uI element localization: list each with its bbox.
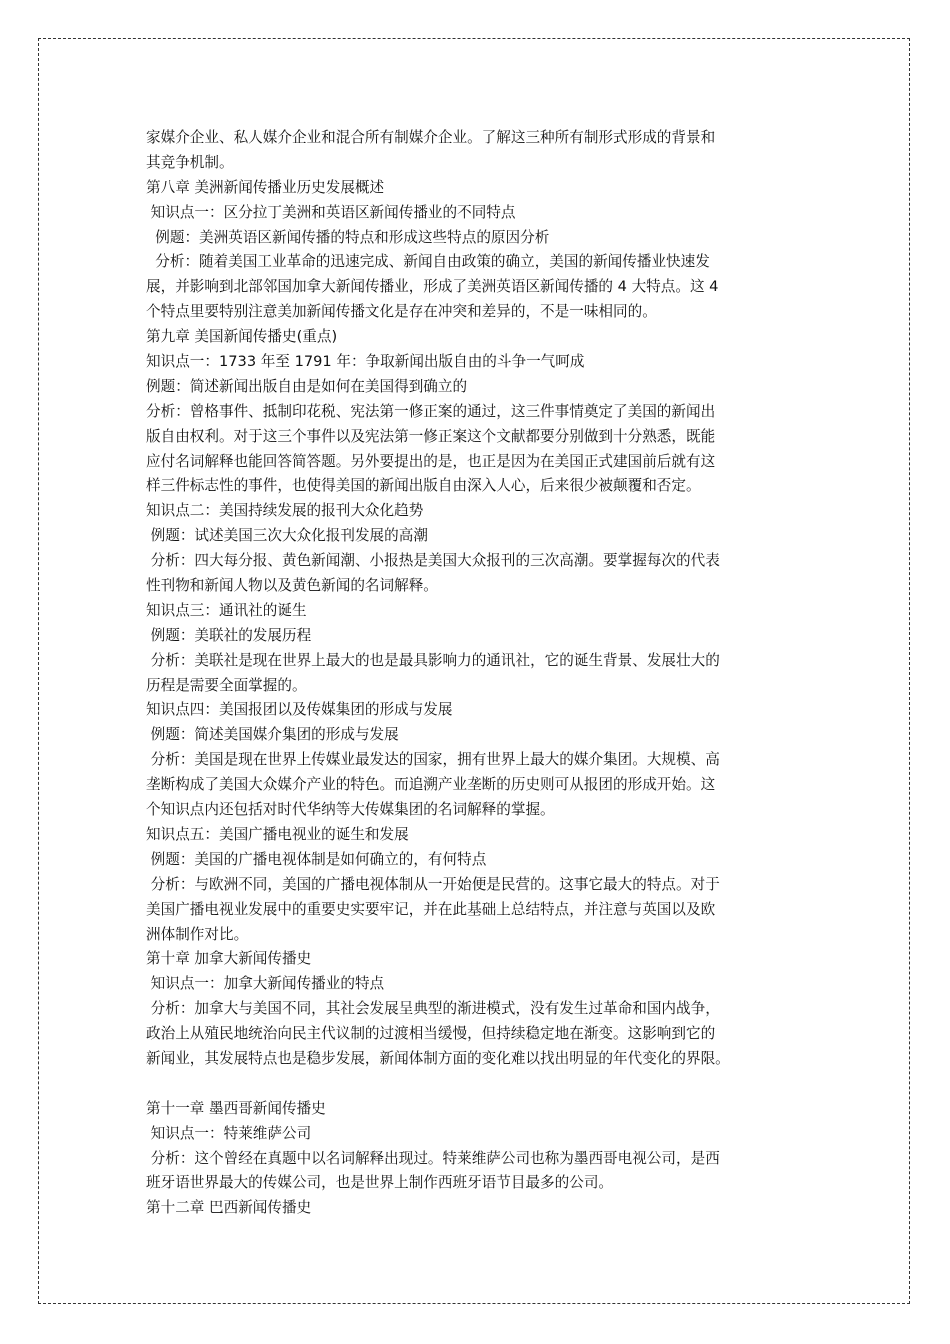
- knowledge-point: 知识点二：美国持续发展的报刊大众化趋势: [146, 502, 424, 520]
- example-question: 例题：美洲英语区新闻传播的特点和形成这些特点的原因分析: [146, 228, 550, 246]
- analysis-text: 分析：四大每分报、黄色新闻潮、小报热是美国大众报刊的三次高潮。要掌握每次的代表: [146, 552, 720, 570]
- example-question: 例题：美联社的发展历程: [146, 626, 312, 644]
- text-line: 性刊物和新闻人物以及黄色新闻的名词解释。: [146, 577, 438, 595]
- analysis-text: 分析：加拿大与美国不同，其社会发展呈典型的渐进模式，没有发生过革命和国内战争，: [146, 1000, 720, 1018]
- text-line: 美国广播电视业发展中的重要史实要牢记，并在此基础上总结特点，并注意与英国以及欧: [146, 900, 716, 918]
- text-line: 家媒介企业、私人媒介企业和混合所有制媒介企业。了解这三种所有制形式形成的背景和: [146, 129, 716, 146]
- text-line: 展，并影响到北部邻国加拿大新闻传播业，形成了美洲英语区新闻传播的 4 大特点。这 4: [146, 278, 719, 296]
- text-line: 版自由权利。对于这三个事件以及宪法第一修正案这个文献都要分别做到十分熟悉，既能: [146, 427, 716, 445]
- text-line: 政治上从殖民地统治向民主代议制的过渡相当缓慢，但持续稳定地在渐变。这影响到它的: [146, 1025, 716, 1043]
- chapter-heading: 第九章 美国新闻传播史(重点): [146, 328, 338, 346]
- knowledge-point: 知识点一：加拿大新闻传播业的特点: [146, 975, 385, 993]
- text-line: 历程是需要全面掌握的。: [146, 676, 307, 694]
- text-line: 应付名词解释也能回答简答题。另外要提出的是，也正是因为在美国正式建国前后就有这: [146, 452, 716, 470]
- analysis-text: 分析：美国是现在世界上传媒业最发达的国家，拥有世界上最大的媒介集团。大规模、高: [146, 751, 720, 769]
- knowledge-point: 知识点五：美国广播电视业的诞生和发展: [146, 825, 409, 843]
- example-question: 例题：美国的广播电视体制是如何确立的，有何特点: [146, 850, 487, 868]
- analysis-text: 分析：美联社是现在世界上最大的也是最具影响力的通讯社，它的诞生背景、发展壮大的: [146, 651, 720, 669]
- knowledge-point: 知识点三：通讯社的诞生: [146, 601, 307, 619]
- chapter-heading: 第十章 加拿大新闻传播史: [146, 950, 312, 968]
- text-line: 垄断构成了美国大众媒介产业的特色。而追溯产业垄断的历史则可从报团的形成开始。这: [146, 776, 716, 794]
- text-line: 个知识点内还包括对时代华纳等大传媒集团的名词解释的掌握。: [146, 801, 555, 819]
- chapter-heading: 第十二章 巴西新闻传播史: [146, 1199, 312, 1217]
- text-line: 班牙语世界最大的传媒公司，也是世界上制作西班牙语节目最多的公司。: [146, 1174, 614, 1192]
- example-question: 例题：简述新闻出版自由是如何在美国得到确立的: [146, 377, 468, 395]
- analysis-text: 分析：曾格事件、抵制印花税、宪法第一修正案的通过，这三件事情奠定了美国的新闻出: [146, 402, 716, 420]
- text-line: 洲体制作对比。: [146, 925, 249, 943]
- document-body: [146, 126, 818, 1221]
- knowledge-point: 知识点一：1733 年至 1791 年：争取新闻出版自由的斗争一气呵成: [146, 353, 585, 371]
- text-line: 其竞争机制。: [146, 153, 234, 171]
- blank-line: [146, 1072, 818, 1097]
- example-question: 例题：试述美国三次大众化报刊发展的高潮: [146, 527, 428, 545]
- knowledge-point: 知识点四：美国报团以及传媒集团的形成与发展: [146, 701, 453, 719]
- text-line: 样三件标志性的事件，也使得美国的新闻出版自由深入人心，后来很少被颠覆和否定。: [146, 477, 701, 495]
- text-line: 新闻业，其发展特点也是稳步发展，新闻体制方面的变化难以找出明显的年代变化的界限。: [146, 1049, 730, 1067]
- chapter-heading: 第十一章 墨西哥新闻传播史: [146, 1099, 326, 1117]
- knowledge-point: 知识点一：特莱维萨公司: [146, 1124, 312, 1142]
- analysis-text: 分析：随着美国工业革命的迅速完成、新闻自由政策的确立，美国的新闻传播业快速发: [146, 253, 710, 271]
- analysis-text: 分析：与欧洲不同，美国的广播电视体制从一开始便是民营的。这事它最大的特点。对于: [146, 875, 720, 893]
- example-question: 例题：简述美国媒介集团的形成与发展: [146, 726, 399, 744]
- analysis-text: 分析：这个曾经在真题中以名词解释出现过。特莱维萨公司也称为墨西哥电视公司，是西: [146, 1149, 720, 1167]
- chapter-heading: 第八章 美洲新闻传播业历史发展概述: [146, 178, 385, 196]
- text-line: 个特点里要特别注意美加新闻传播文化是存在冲突和差异的，不是一味相同的。: [146, 303, 657, 321]
- knowledge-point: 知识点一：区分拉丁美洲和英语区新闻传播业的不同特点: [146, 203, 516, 221]
